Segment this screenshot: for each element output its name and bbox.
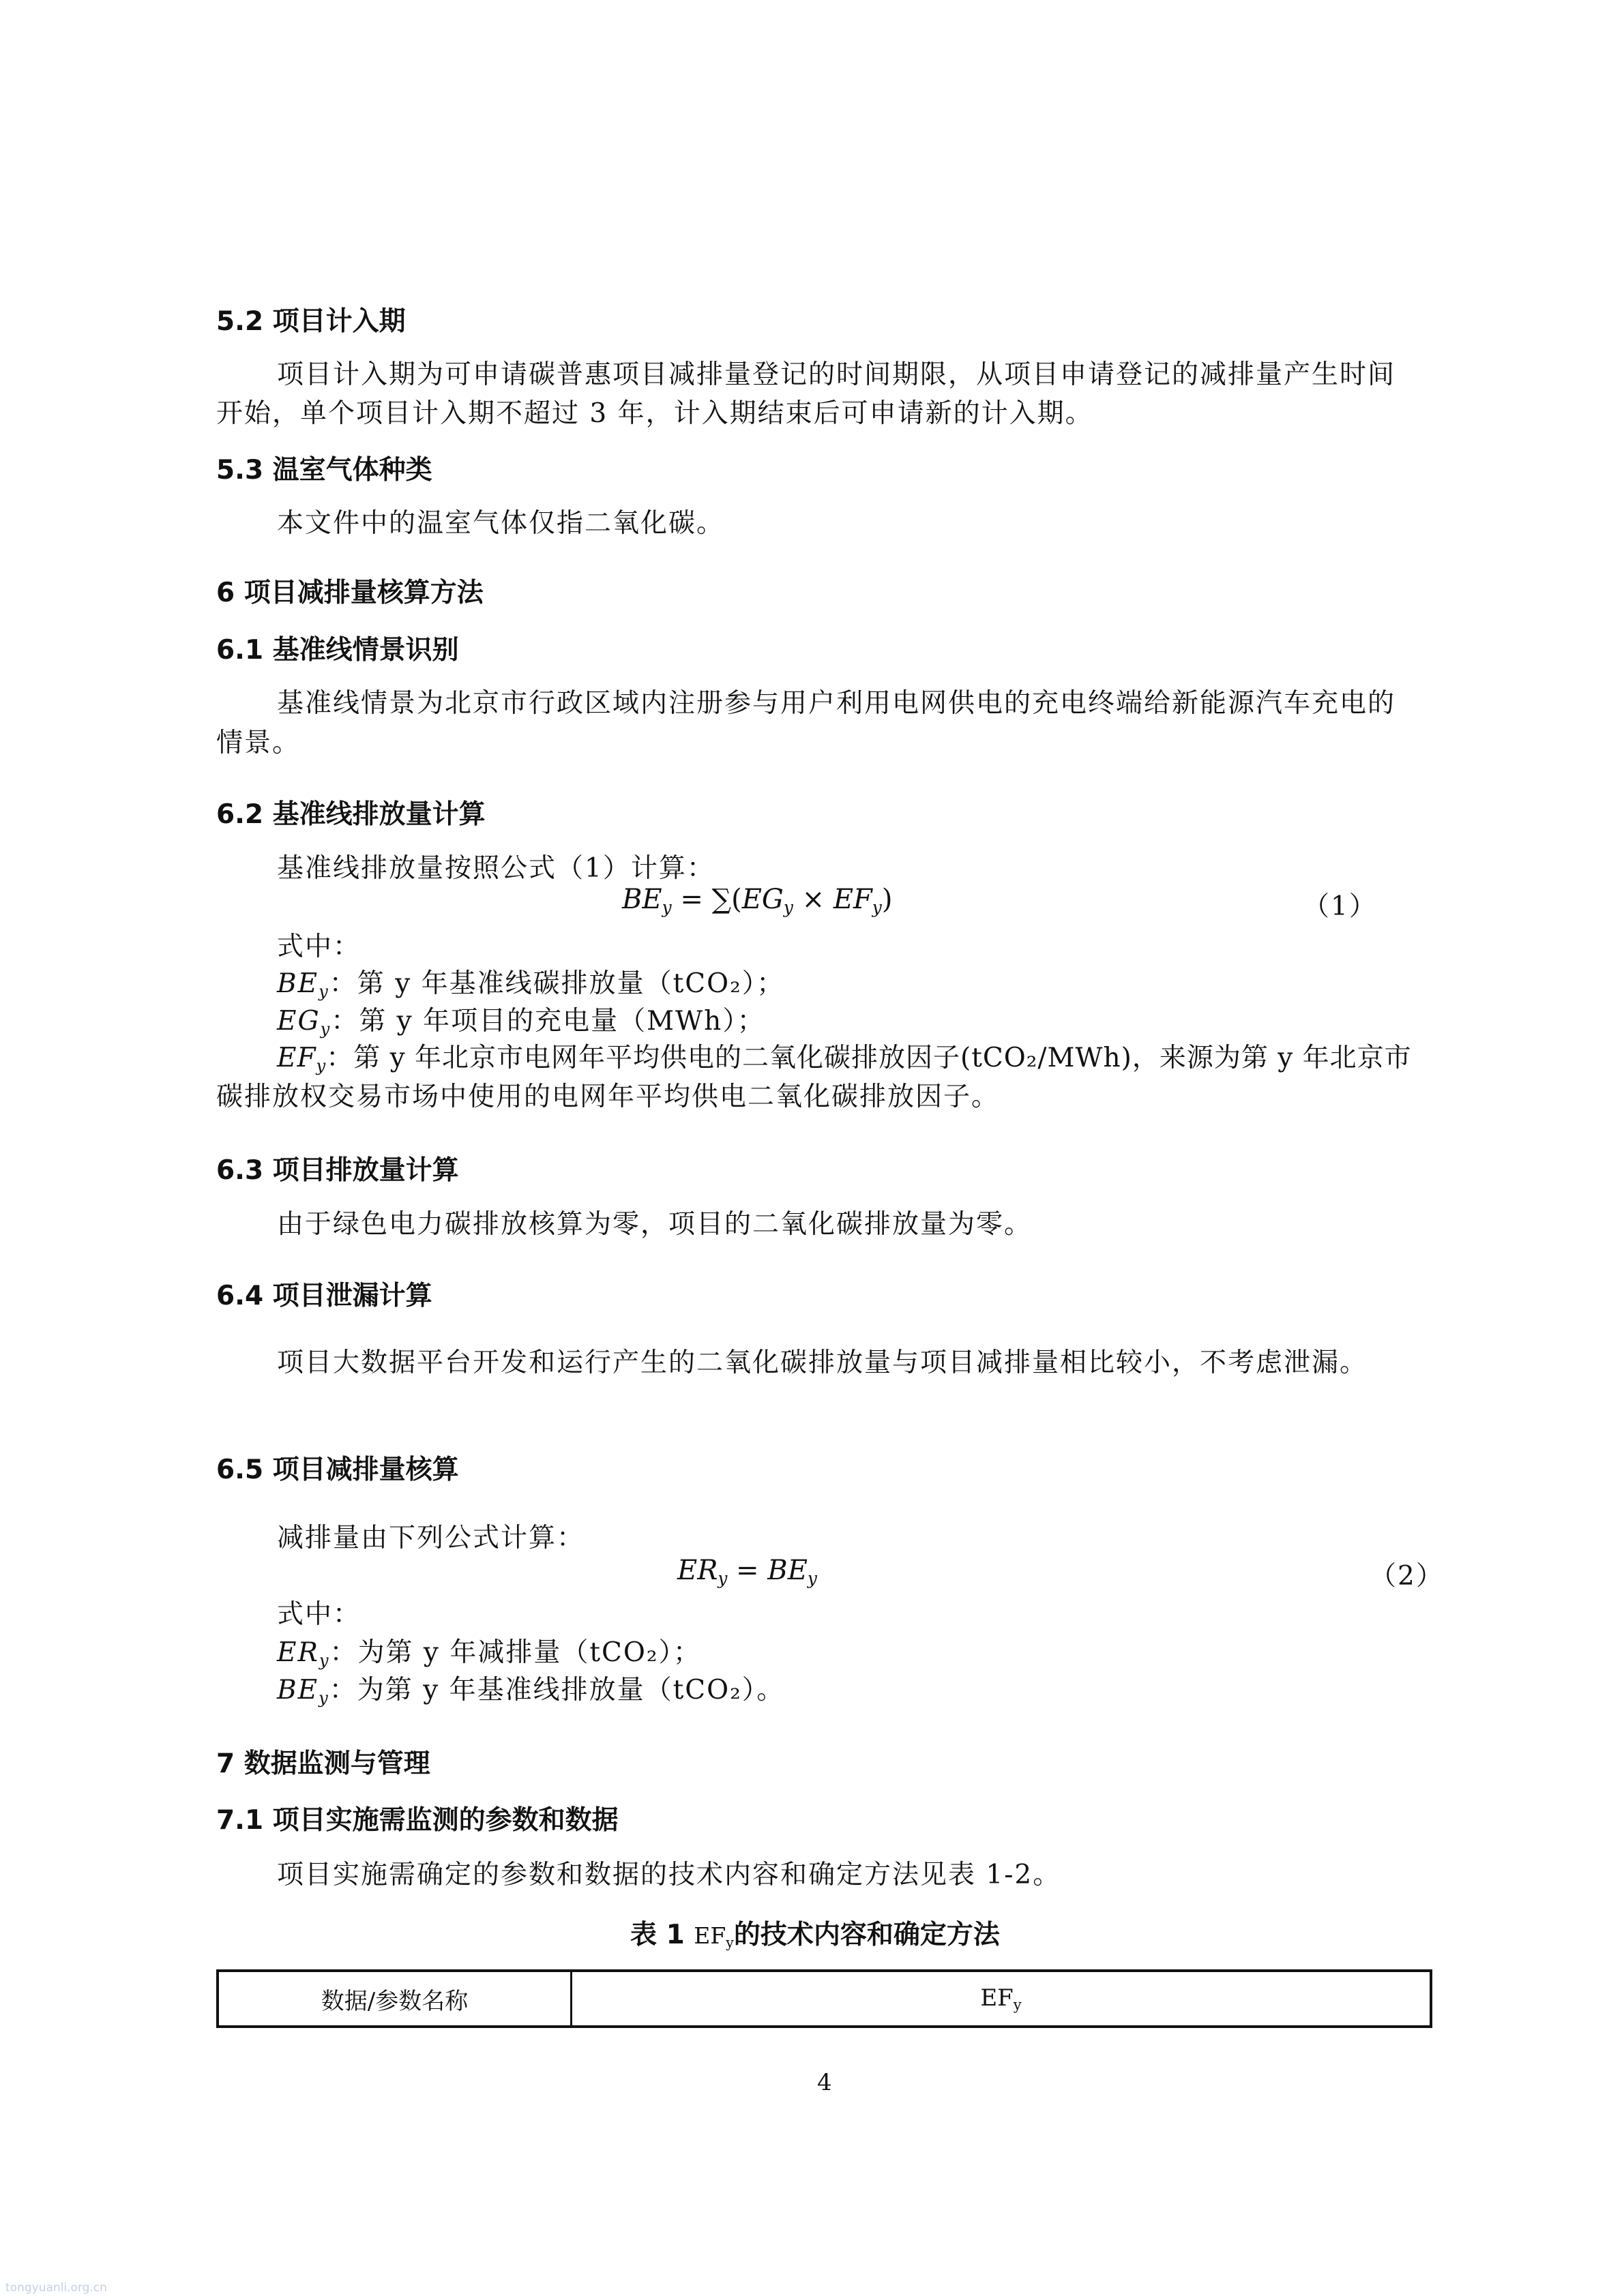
definition-ef-text: ：第 y 年北京市电网年平均供电的二氧化碳排放因子(tCO₂/MWh)，来源为第 y 年北京市	[326, 1043, 1412, 1073]
paragraph-5-2-line1: 项目计入期为可申请碳普惠项目减排量登记的时间期限，从项目申请登记的减排量产生时间	[277, 359, 1396, 390]
formula-1-intro: 基准线排放量按照公式（1）计算：	[277, 853, 715, 884]
paragraph-6-4: 项目大数据平台开发和运行产生的二氧化碳排放量与项目减排量相比较小，不考虑泄漏。	[277, 1347, 1368, 1378]
heading-6-2: 6.2 基准线排放量计算	[216, 799, 486, 830]
heading-6-1: 6.1 基准线情景识别	[216, 635, 459, 666]
paragraph-5-2-line2: 开始，单个项目计入期不超过 3 年，计入期结束后可申请新的计入期。	[216, 398, 1093, 429]
definition-er-text: ：为第 y 年减排量（tCO₂）；	[329, 1637, 701, 1668]
table-1	[216, 1969, 1432, 2028]
table-1-header-param-text: 数据/参数名称	[321, 1987, 469, 2015]
table-1-caption-suffix: 的技术内容和确定方法	[733, 1920, 1000, 1950]
formula-2-where: 式中：	[277, 1599, 361, 1630]
formula-2: $ER_y = BE_y$	[677, 1555, 817, 1588]
table-1-caption: 表 1 $EF_y$的技术内容和确定方法	[630, 1920, 1000, 1951]
definition-be-2-text: ：为第 y 年基准线排放量（tCO₂）。	[329, 1675, 785, 1705]
heading-5-2: 5.2 项目计入期	[216, 306, 406, 337]
table-1-caption-prefix: 表 1	[630, 1920, 694, 1950]
heading-6-5: 6.5 项目减排量核算	[216, 1455, 459, 1485]
watermark: tongyuanli.org.cn	[5, 2281, 107, 2295]
formula-1-where: 式中：	[277, 931, 361, 962]
formula-1-number: （1）	[1303, 891, 1377, 922]
paragraph-6-1-line1: 基准线情景为北京市行政区域内注册参与用户利用电网供电的充电终端给新能源汽车充电的	[277, 688, 1396, 719]
paragraph-6-3: 由于绿色电力碳排放核算为零，项目的二氧化碳排放量为零。	[277, 1209, 1033, 1240]
page-number: 4	[817, 2069, 832, 2096]
definition-be-text: ：第 y 年基准线碳排放量（tCO₂）；	[329, 968, 785, 999]
definition-eg-text: ：第 y 年项目的充电量（MWh）；	[331, 1006, 765, 1037]
heading-7-1: 7.1 项目实施需监测的参数和数据	[216, 1805, 619, 1836]
heading-6-4: 6.4 项目泄漏计算	[216, 1281, 432, 1311]
definition-eg: $EG_y$：第 y 年项目的充电量（MWh）；	[277, 1006, 765, 1039]
formula-2-intro: 减排量由下列公式计算：	[277, 1523, 585, 1553]
table-1-header-param	[219, 1972, 570, 2025]
formula-2-number: （2）	[1370, 1561, 1444, 1592]
definition-ef-continued: 碳排放权交易市场中使用的电网年平均供电二氧化碳排放因子。	[216, 1082, 1000, 1112]
table-1-header-value: $EF_y$	[980, 1984, 1022, 2013]
definition-be-2: $BE_y$：为第 y 年基准线排放量（tCO₂）。	[277, 1675, 785, 1708]
definition-ef: $EF_y$：第 y 年北京市电网年平均供电的二氧化碳排放因子(tCO₂/MWh)，来源为第 y 年北京市	[277, 1043, 1412, 1075]
heading-6: 6 项目减排量核算方法	[216, 578, 484, 608]
heading-5-3: 5.3 温室气体种类	[216, 455, 432, 486]
paragraph-7-1: 项目实施需确定的参数和数据的技术内容和确定方法见表 1-2。	[277, 1860, 1061, 1890]
definition-er: $ER_y$：为第 y 年减排量（tCO₂）；	[277, 1637, 701, 1670]
formula-1: $BE_y = \sum(EG_y \times EF_y)$	[622, 884, 893, 917]
paragraph-6-1-line2: 情景。	[216, 728, 301, 758]
heading-6-3: 6.3 项目排放量计算	[216, 1155, 459, 1186]
paragraph-5-3: 本文件中的温室气体仅指二氧化碳。	[277, 508, 725, 539]
definition-be: $BE_y$：第 y 年基准线碳排放量（tCO₂）；	[277, 968, 785, 1001]
heading-7: 7 数据监测与管理	[216, 1748, 430, 1779]
